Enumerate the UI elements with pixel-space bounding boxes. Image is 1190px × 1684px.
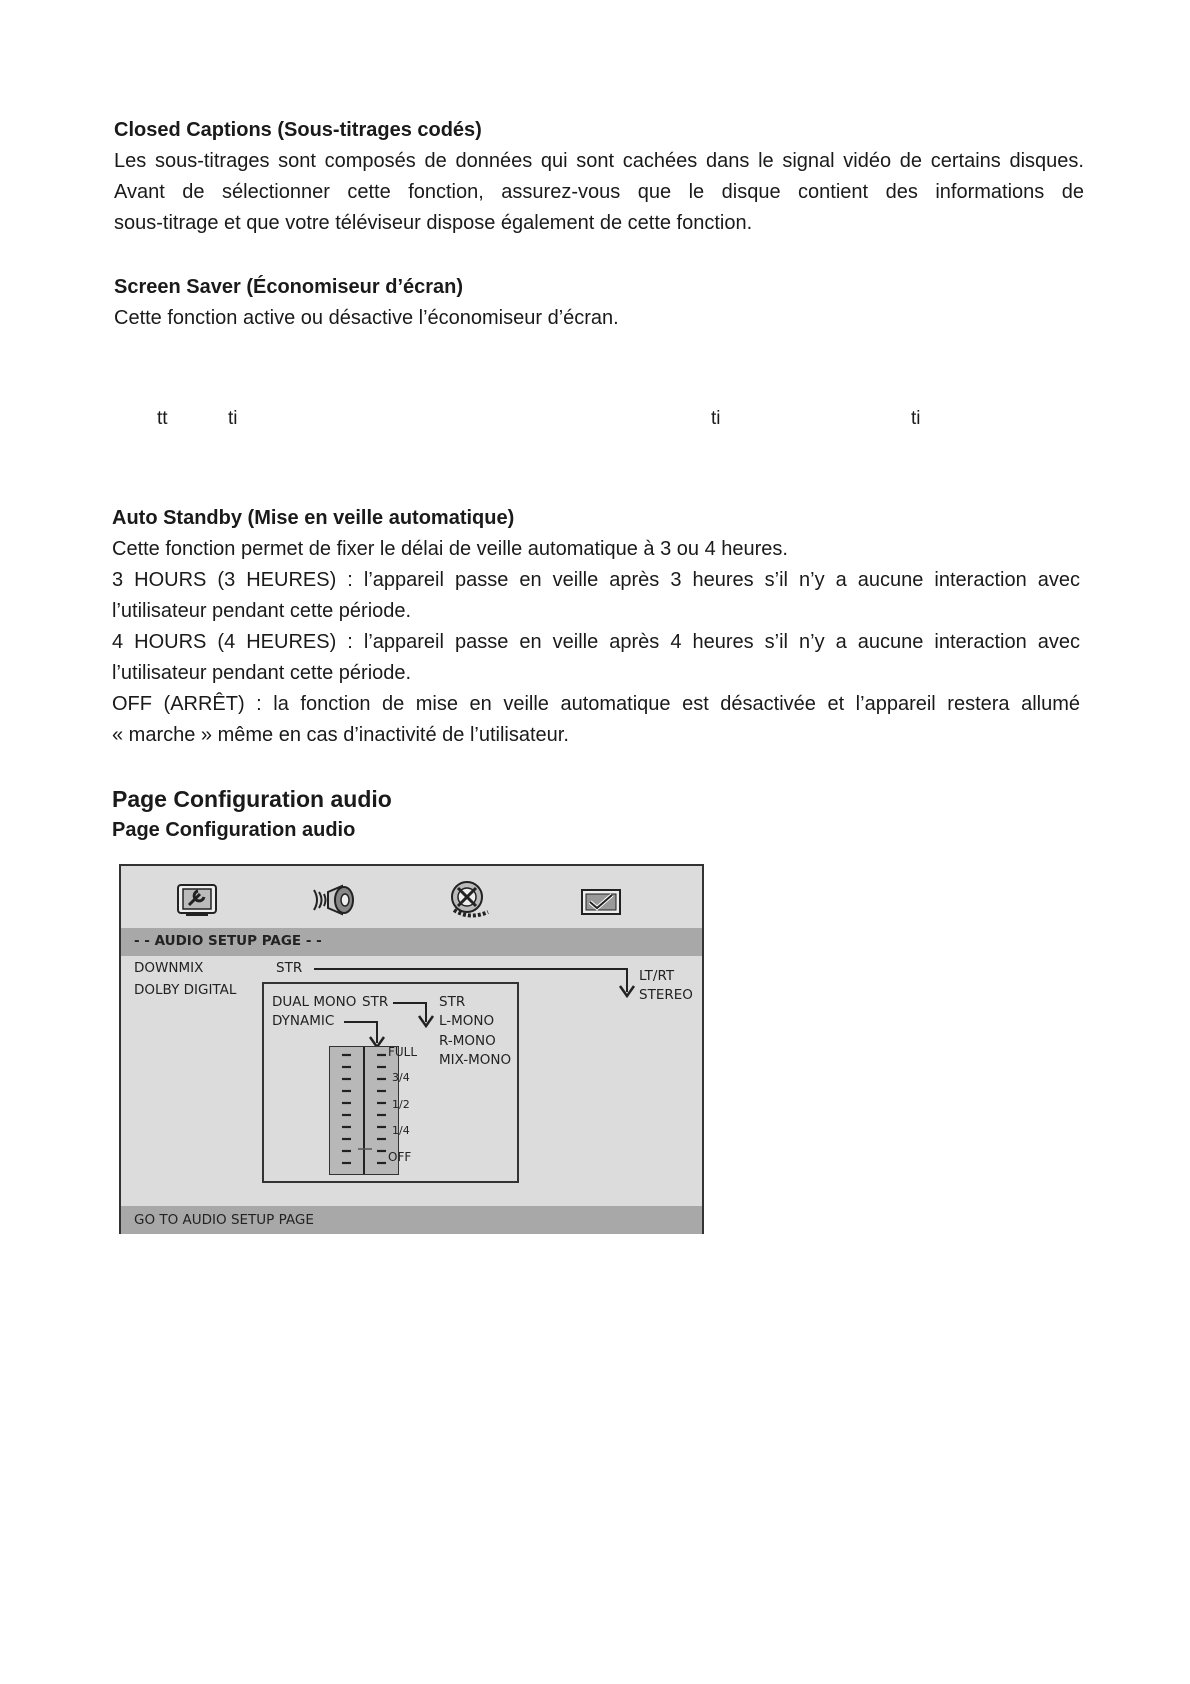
dual-mono-arrow-line xyxy=(393,1002,427,1004)
closed-captions-line-3: sous-titrage et que votre téléviseur dispose également de cette fonction. xyxy=(114,212,753,234)
general-setup-icon xyxy=(176,882,220,918)
dynamic-level: OFF xyxy=(388,1150,412,1164)
closed-captions-line-2: Avant de sélectionner cette fonction, assurez-vous que le disque contient des informations de xyxy=(114,181,1084,203)
dynamic-level: 1/4 xyxy=(392,1124,410,1137)
stray-glyph: tt xyxy=(157,408,168,429)
dual-mono-value: STR xyxy=(362,994,389,1010)
downmix-arrow-head-icon xyxy=(618,984,636,998)
dynamic-range-slider xyxy=(329,1045,418,1175)
dual-mono-option: STR xyxy=(439,994,466,1010)
dolby-digital-label: DOLBY DIGITAL xyxy=(134,982,237,998)
dynamic-arrow-line xyxy=(344,1021,378,1023)
dynamic-level: 1/2 xyxy=(392,1098,410,1111)
stray-glyph: ti xyxy=(228,408,238,429)
auto-standby-line: 4 HOURS (4 HEURES) : l’appareil passe en veille après 4 heures s’il n’y a aucune interaction avec xyxy=(112,631,1080,653)
screen-saver-heading: Screen Saver (Économiseur d’écran) xyxy=(114,276,464,298)
auto-standby-line: OFF (ARRÊT) : la fonction de mise en veille automatique est désactivée et l’appareil restera allumé xyxy=(112,693,1080,715)
audio-page-subtitle: Page Configuration audio xyxy=(112,819,356,841)
dynamic-level: 3/4 xyxy=(392,1071,410,1084)
downmix-value: STR xyxy=(276,960,303,976)
dual-mono-option: L-MONO xyxy=(439,1013,495,1029)
closed-captions-heading: Closed Captions (Sous-titrages codés) xyxy=(114,119,482,141)
auto-standby-heading: Auto Standby (Mise en veille automatique) xyxy=(112,507,515,529)
dual-mono-arrow-head-icon xyxy=(417,1014,435,1028)
audio-page-title: Page Configuration audio xyxy=(112,786,392,812)
dynamic-label: DYNAMIC xyxy=(272,1013,335,1029)
dual-mono-label: DUAL MONO xyxy=(272,994,357,1010)
video-film-icon xyxy=(448,880,490,920)
auto-standby-line: 3 HOURS (3 HEURES) : l’appareil passe en veille après 3 heures s’il n’y a aucune interaction avec xyxy=(112,569,1080,591)
auto-standby-line: l’utilisateur pendant cette période. xyxy=(112,662,412,684)
stray-glyph: ti xyxy=(711,408,721,429)
audio-setup-menu-figure xyxy=(119,864,704,1234)
dual-mono-option: MIX-MONO xyxy=(439,1052,512,1068)
downmix-label: DOWNMIX xyxy=(134,960,204,976)
menu-header: - - AUDIO SETUP PAGE - - xyxy=(134,933,322,949)
downmix-arrow-line xyxy=(314,968,627,970)
audio-speaker-icon xyxy=(310,882,358,918)
screen-saver-line-1: Cette fonction active ou désactive l’économiseur d’écran. xyxy=(114,307,619,329)
dynamic-level: FULL xyxy=(388,1045,418,1059)
auto-standby-line: Cette fonction permet de fixer le délai de veille automatique à 3 ou 4 heures. xyxy=(112,538,788,560)
downmix-option: LT/RT xyxy=(639,968,675,984)
dual-mono-option: R-MONO xyxy=(439,1033,496,1049)
auto-standby-line: « marche » même en cas d’inactivité de l’utilisateur. xyxy=(112,724,569,746)
downmix-option: STEREO xyxy=(639,987,693,1003)
menu-footer: GO TO AUDIO SETUP PAGE xyxy=(134,1212,314,1228)
auto-standby-line: l’utilisateur pendant cette période. xyxy=(112,600,412,622)
preference-check-icon xyxy=(580,888,622,916)
closed-captions-line-1: Les sous-titrages sont composés de données qui sont cachées dans le signal vidéo de certains disques. xyxy=(114,150,1084,172)
stray-glyph: ti xyxy=(911,408,921,429)
